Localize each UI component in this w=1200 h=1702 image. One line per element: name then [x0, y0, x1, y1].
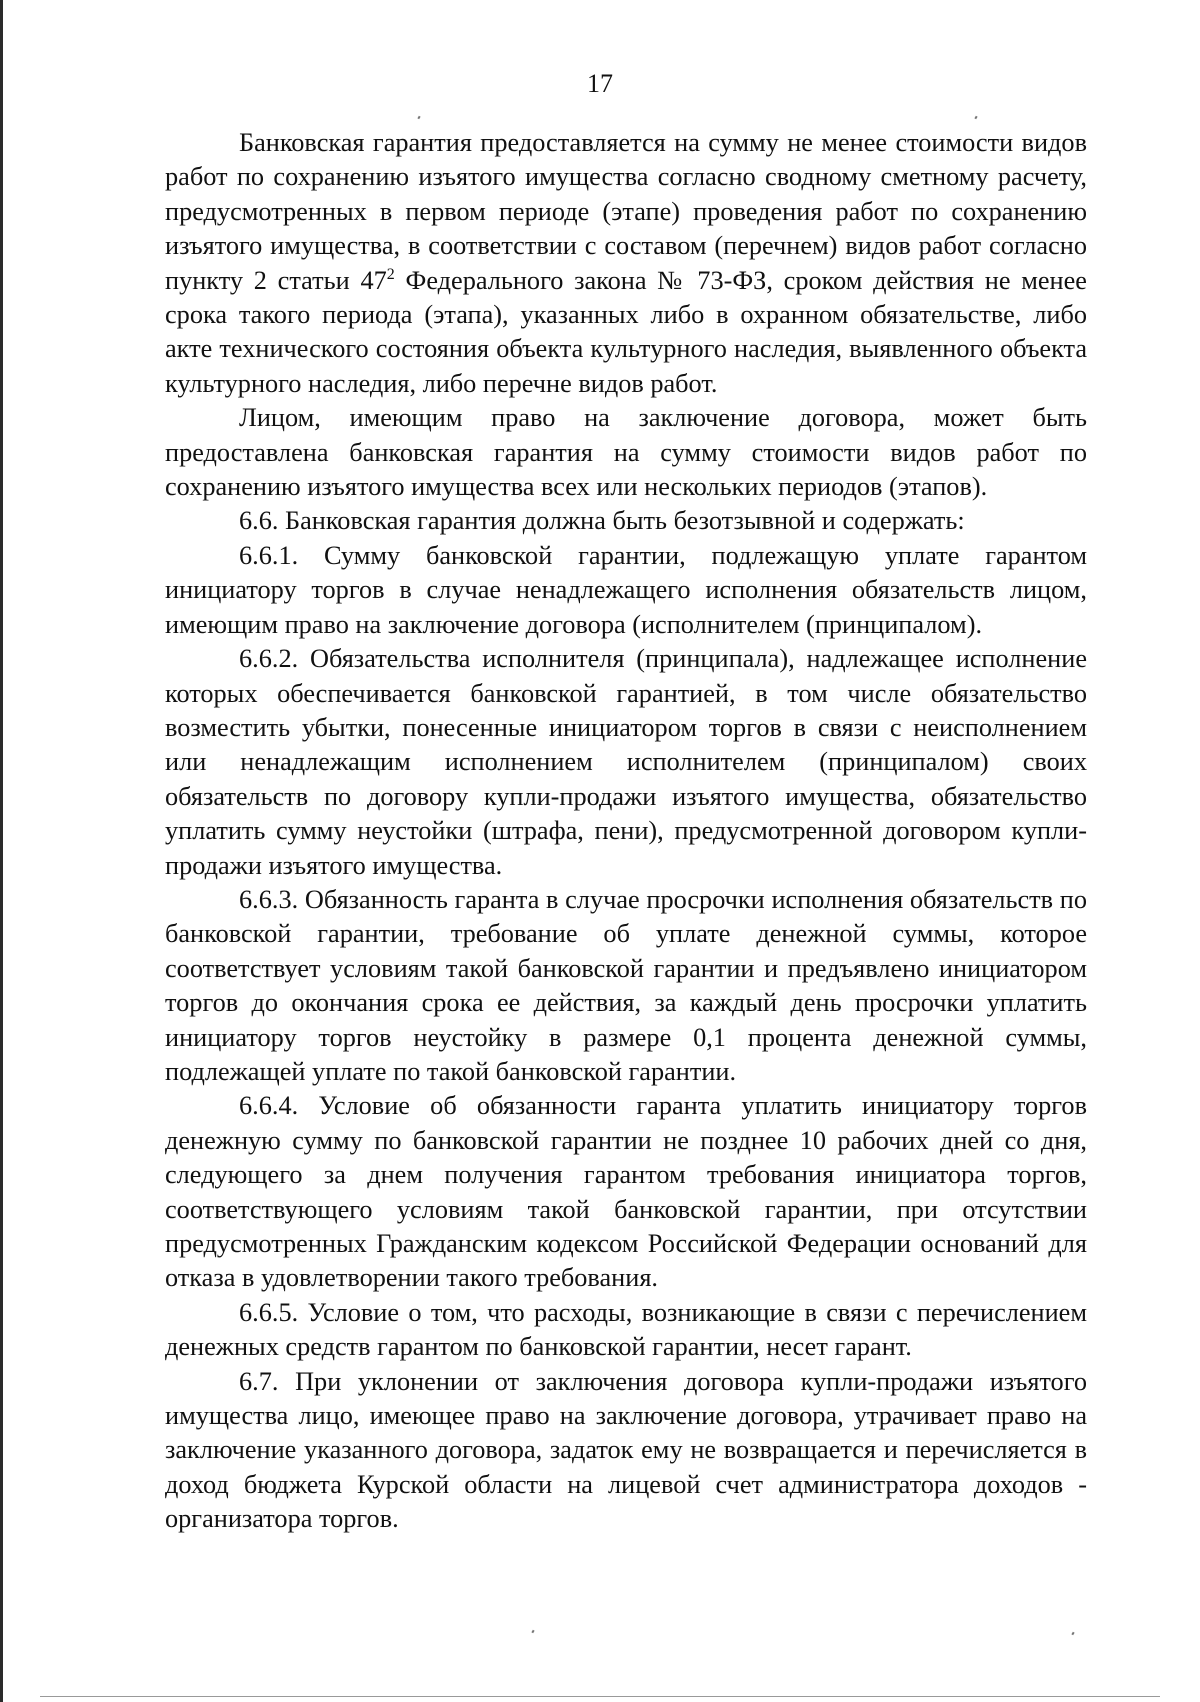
paragraph-bank-guarantee-amount: [165, 126, 1087, 401]
superscript: 2: [386, 265, 395, 283]
paragraph-guarantee-all-periods: Лицом, имеющим право на заключение договора, может быть предоставлена банковская гарантия на сумму стоимости видов работ по сохранению изъятого имущества всех или нескольких периодов (этапов).: [165, 403, 1087, 502]
paragraph-6-7: 6.7. При уклонении от заключения договора купли-продажи изъятого имущества лицо, имеющее право на заключение договора, утрачивает право на заключение указанного договора, задаток ему не возвращается и перечисляется в доход бюджета Курской области на лицевой счет администратора доходов - организатора торгов.: [165, 1366, 1087, 1534]
paragraph-6-6-2: 6.6.2. Обязательства исполнителя (принципала), надлежащее исполнение которых обеспечивается банковской гарантией, в том числе обязательство возместить убытки, понесенные инициатором торгов в связи с неисполнением или ненадлежащим исполнением исполнителем (принципалом) своих обязательств по договору купли-продажи изъятого имущества, обязательство уплатить сумму неустойки (штрафа, пени), предусмотренной договором купли-продажи изъятого имущества.: [165, 644, 1087, 880]
paragraph-text: Банковская гарантия предоставляется на сумму не менее стоимости видов работ по сохранению изъятого имущества согласно сводному сметному расчету, предусмотренных в первом периоде (этапе) проведения работ по сохранению изъятого имущества, в соответствии с составом (перечнем) видов работ согласно пункту 2 статьи 47: [165, 128, 1087, 295]
scan-speck: [417, 116, 420, 120]
scan-edge-left: [0, 0, 3, 1702]
scan-speck: [974, 116, 977, 120]
paragraph-6-6: 6.6. Банковская гарантия должна быть безотзывной и содержать:: [239, 506, 965, 536]
document-body: [165, 126, 1087, 1537]
paragraph-6-6-1: 6.6.1. Сумму банковской гарантии, подлежащую уплате гарантом инициатору торгов в случае ненадлежащего исполнения обязательств лицом, имеющим право на заключение договора (исполнителем (принципалом).: [165, 540, 1087, 639]
paragraph-6-6-5: 6.6.5. Условие о том, что расходы, возникающие в связи с перечислением денежных средств гарантом по банковской гарантии, несет гарант.: [165, 1297, 1087, 1362]
paragraph-6-6-3: 6.6.3. Обязанность гаранта в случае просрочки исполнения обязательств по банковской гарантии, требование об уплате денежной суммы, которое соответствует условиям такой банковской гарантии и предъявлено инициатором торгов до окончания срока ее действия, за каждый день просрочки уплатить инициатору торгов неустойку в размере 0,1 процента денежной суммы, подлежащей уплате по такой банковской гарантии.: [165, 884, 1087, 1086]
page-number: 17: [587, 69, 613, 98]
paragraph-text: Федерального закона № 73-ФЗ, сроком действия не менее срока такого периода (этапа), указанных либо в охранном обязательстве, либо акте технического состояния объекта культурного наследия, выявленного объекта культурного наследия, либо перечне видов работ.: [165, 265, 1087, 398]
scan-speck: [1071, 1632, 1074, 1636]
scan-edge-bottom: [40, 1696, 1160, 1697]
paragraph-6-6-4: 6.6.4. Условие об обязанности гаранта уплатить инициатору торгов денежную сумму по банковской гарантии не позднее 10 рабочих дней со дня, следующего за днем получения гарантом требования инициатора торгов, соответствующего условиям такой банковской гарантии, при отсутствии предусмотренных Гражданским кодексом Российской Федерации оснований для отказа в удовлетворении такого требования.: [165, 1091, 1087, 1293]
scan-speck: [531, 1630, 534, 1634]
